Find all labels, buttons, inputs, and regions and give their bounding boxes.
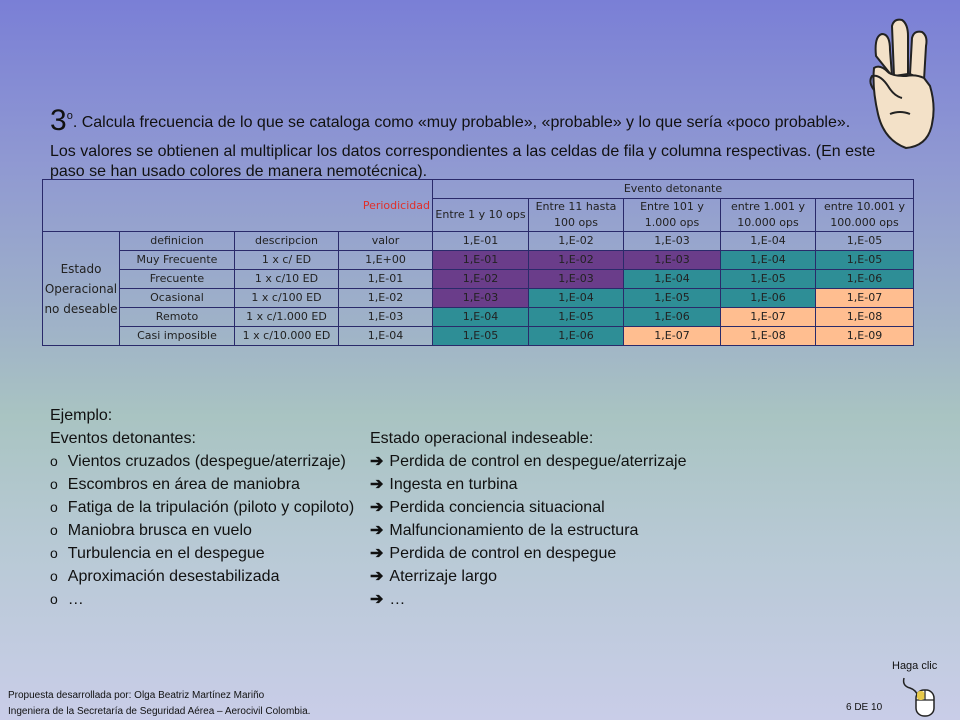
event-range (816, 199, 914, 232)
event-range (433, 199, 529, 232)
probability-matrix (42, 179, 914, 346)
example-row (50, 542, 617, 565)
state-item (370, 450, 687, 473)
matrix-cell: 1,E-05 (816, 232, 914, 251)
matrix-cell: 1,E-03 (433, 289, 529, 308)
matrix-cell: 1,E-05 (624, 289, 721, 308)
matrix-cell: 1,E-06 (624, 308, 721, 327)
definicion-cell: Casi imposible (120, 327, 235, 346)
step-number: 3 (50, 104, 67, 137)
matrix-cell: 1,E-08 (721, 327, 816, 346)
states-header: Estado operacional indeseable: (370, 430, 594, 447)
heading-text: . Calcula frecuencia de lo que se cataloga como «muy probable», «probable» y lo que sería «poco probable». (72, 114, 851, 131)
event-item (50, 473, 300, 496)
matrix-cell: 1,E-06 (721, 289, 816, 308)
example-row (50, 496, 605, 519)
matrix-cell: 1,E-07 (624, 327, 721, 346)
table-row (43, 327, 914, 346)
matrix-cell: 1,E-01 (433, 232, 529, 251)
table-row (43, 289, 914, 308)
bullet-icon: o (50, 476, 58, 492)
arrow-icon: ➔ (370, 499, 384, 516)
valor-cell: 1,E-03 (339, 308, 433, 327)
descripcion-cell: 1 x c/1.000 ED (235, 308, 339, 327)
bullet-icon: o (50, 568, 58, 584)
matrix-cell: 1,E-04 (624, 270, 721, 289)
definicion-cell: definicion (120, 232, 235, 251)
matrix-cell: 1,E-05 (433, 327, 529, 346)
state-text: Perdida de control en despegue (389, 545, 617, 562)
descripcion-cell: 1 x c/100 ED (235, 289, 339, 308)
definicion-cell: Frecuente (120, 270, 235, 289)
state-item (370, 565, 497, 588)
example-row (50, 450, 687, 473)
example-row (50, 588, 406, 611)
arrow-icon: ➔ (370, 453, 384, 470)
matrix-cell: 1,E-04 (721, 232, 816, 251)
table-row (43, 308, 914, 327)
periodicidad-header (43, 180, 433, 232)
matrix-cell: 1,E-04 (529, 289, 624, 308)
matrix-cell: 1,E-02 (529, 232, 624, 251)
matrix-cell: 1,E-03 (624, 251, 721, 270)
event-text: Fatiga de la tripulación (piloto y copiloto) (67, 499, 355, 516)
step-ordinal: o (66, 110, 73, 122)
footer-author: Propuesta desarrollada por: Olga Beatriz Martínez Mariño (8, 690, 265, 701)
matrix-cell: 1,E-08 (816, 308, 914, 327)
valor-cell: 1,E-01 (339, 270, 433, 289)
descripcion-cell: 1 x c/10 ED (235, 270, 339, 289)
example-list (50, 450, 687, 611)
mouse-icon[interactable] (900, 676, 944, 720)
matrix-cell: 1,E-03 (529, 270, 624, 289)
descripcion-cell: 1 x c/ ED (235, 251, 339, 270)
matrix-cell: 1,E-04 (433, 308, 529, 327)
arrow-icon: ➔ (370, 545, 384, 562)
event-range (624, 199, 721, 232)
events-header: Eventos detonantes: (50, 430, 196, 447)
example-title: Ejemplo: (50, 407, 113, 424)
arrow-icon: ➔ (370, 522, 384, 539)
table-row (43, 232, 914, 251)
state-item (370, 519, 638, 542)
event-text: Aproximación desestabilizada (67, 568, 280, 585)
matrix-cell: 1,E-05 (816, 251, 914, 270)
example-row (50, 473, 518, 496)
table-row (43, 251, 914, 270)
matrix-cell: 1,E-09 (816, 327, 914, 346)
event-range-text: entre 1.001 y 10.000 ops (730, 200, 806, 229)
bullet-icon: o (50, 591, 58, 607)
page-number: 6 DE 10 (846, 702, 883, 713)
matrix-cell: 1,E-01 (433, 251, 529, 270)
footer-affiliation: Ingeniera de la Secretaría de Seguridad Aérea – Aerocivil Colombia. (8, 706, 311, 717)
state-item (370, 588, 405, 611)
evento-header: Evento detonante (433, 180, 914, 199)
event-item (50, 565, 279, 588)
event-range-text: Entre 101 y 1.000 ops (640, 200, 704, 229)
matrix-cell: 1,E-07 (721, 308, 816, 327)
bullet-icon: o (50, 545, 58, 561)
matrix-cell: 1,E-06 (816, 270, 914, 289)
periodicidad-label: Periodicidad (362, 198, 430, 212)
state-item (370, 496, 605, 519)
example-row (50, 519, 639, 542)
table-row (43, 270, 914, 289)
definicion-cell: Muy Frecuente (120, 251, 235, 270)
bullet-icon: o (50, 499, 58, 515)
event-range-text: entre 10.001 y 100.000 ops (823, 200, 906, 229)
matrix-cell: 1,E-02 (433, 270, 529, 289)
matrix-cell: 1,E-07 (816, 289, 914, 308)
bullet-icon: o (50, 453, 58, 469)
valor-cell: 1,E-02 (339, 289, 433, 308)
footer (8, 688, 310, 720)
state-text: Ingesta en turbina (389, 476, 518, 493)
state-item (370, 542, 616, 565)
arrow-icon: ➔ (370, 568, 384, 585)
descripcion-cell: descripcion (235, 232, 339, 251)
definicion-cell: Ocasional (120, 289, 235, 308)
arrow-icon: ➔ (370, 591, 384, 608)
state-text: Aterrizaje largo (389, 568, 498, 585)
event-item (50, 496, 354, 519)
slide-heading (50, 104, 850, 138)
event-item (50, 542, 265, 565)
valor-cell: valor (339, 232, 433, 251)
matrix-cell: 1,E-05 (721, 270, 816, 289)
state-item (370, 473, 518, 496)
arrow-icon: ➔ (370, 476, 384, 493)
matrix-cell: 1,E-05 (529, 308, 624, 327)
click-hint: Haga clic (892, 660, 938, 672)
state-text: Malfuncionamiento de la estructura (389, 522, 639, 539)
example-headers (50, 427, 594, 450)
valor-cell: 1,E+00 (339, 251, 433, 270)
event-text: … (67, 591, 84, 608)
event-text: Vientos cruzados (despegue/aterrizaje) (67, 453, 346, 470)
bullet-icon: o (50, 522, 58, 538)
state-text: … (389, 591, 406, 608)
event-text: Maniobra brusca en vuelo (67, 522, 252, 539)
example-section (50, 404, 687, 611)
matrix-cell: 1,E-03 (624, 232, 721, 251)
event-item (50, 588, 84, 611)
event-item (50, 450, 346, 473)
example-row (50, 565, 498, 588)
state-text: Perdida conciencia situacional (389, 499, 605, 516)
event-item (50, 519, 252, 542)
heading-description: Los valores se obtienen al multiplicar los datos correspondientes a las celdas de fila y columna respectivas. (En este paso se han usado colores de manera nemotécnica). (50, 143, 876, 180)
valor-cell: 1,E-04 (339, 327, 433, 346)
event-range (721, 199, 816, 232)
event-range-text: Entre 11 hasta 100 ops (535, 200, 617, 229)
event-text: Escombros en área de maniobra (67, 476, 300, 493)
descripcion-cell: 1 x c/10.000 ED (235, 327, 339, 346)
state-text: Perdida de control en despegue/aterrizaje (389, 453, 687, 470)
matrix-cell: 1,E-06 (529, 327, 624, 346)
event-range (529, 199, 624, 232)
three-fingers-hand-icon (866, 16, 940, 152)
matrix-cell: 1,E-04 (721, 251, 816, 270)
event-range-text: Entre 1 y 10 ops (435, 208, 526, 221)
event-text: Turbulencia en el despegue (67, 545, 265, 562)
matrix-cell: 1,E-02 (529, 251, 624, 270)
definicion-cell: Remoto (120, 308, 235, 327)
estado-label: Estado Operacional no deseable (43, 232, 120, 346)
